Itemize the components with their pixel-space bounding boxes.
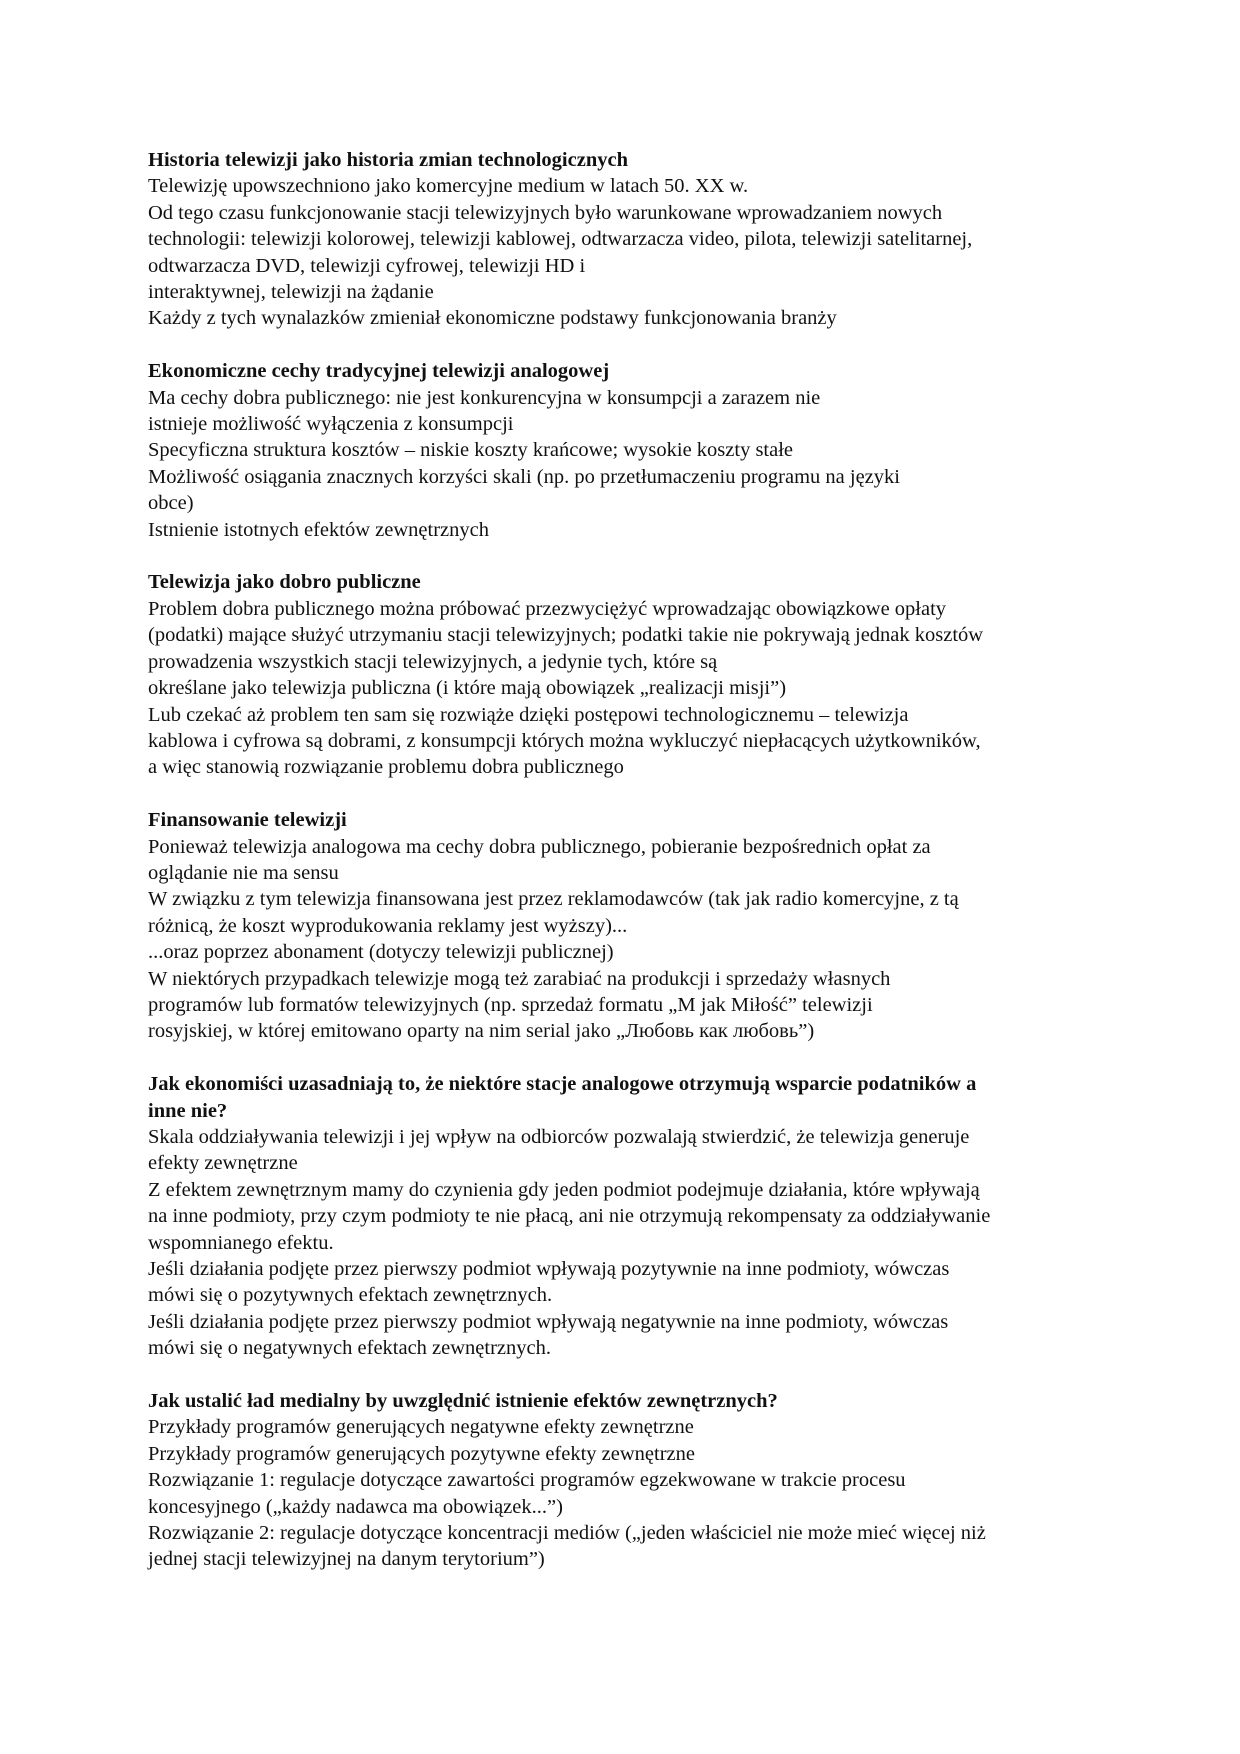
- bullet-item: Każdy z tych wynalazków zmieniał ekonomiczne podstawy funkcjonowania branży: [148, 307, 837, 330]
- section-media-order: [148, 1388, 1098, 1573]
- bullet-item: Specyficzna struktura kosztów – niskie koszty krańcowe; wysokie koszty stałe: [148, 439, 794, 462]
- section-heading: Historia telewizji jako historia zmian technologicznych: [148, 149, 628, 171]
- section-heading: Jak ustalić ład medialny by uwzględnić istnienie efektów zewnętrznych?: [148, 1390, 778, 1413]
- text-line: Przykłady programów generujących negatywne efekty zewnętrzne: [148, 1416, 694, 1439]
- section-economic-features: [148, 358, 1098, 543]
- text-line: Rozwiązanie 1: regulacje dotyczące zawartości programów egzekwowane w trakcie procesu koncesyjnego („każdy nadawca ma obowiązek...”): [148, 1469, 906, 1518]
- section-history: [148, 147, 1098, 332]
- section-public-good: [148, 569, 1098, 780]
- text-line: Rozwiązanie 2: regulacje dotyczące koncentracji mediów („jeden właściciel nie może mieć więcej niż jednej stacji telewizyjnej na danym terytorium”): [148, 1522, 986, 1571]
- bullet-item: Ma cechy dobra publicznego: nie jest konkurencyjna w konsumpcji a zarazem nie istnieje możliwość wyłączenia z konsumpcji: [148, 386, 821, 436]
- section-heading: Jak ekonomiści uzasadniają to, że niektóre stacje analogowe otrzymują wsparcie podatników a inne nie?: [148, 1073, 977, 1122]
- bullet-item: W związku z tym telewizja finansowana jest przez reklamodawców (tak jak radio komercyjne, z tą różnicą, że koszt wyprodukowania reklamy jest wyższy)...: [148, 888, 959, 937]
- section-heading: Telewizja jako dobro publiczne: [148, 571, 421, 594]
- section-financing: [148, 807, 1098, 1045]
- bullet-item: Jeśli działania podjęte przez pierwszy podmiot wpływają pozytywnie na inne podmioty, wówczas mówi się o pozytywnych efektach zewnętrznych.: [148, 1258, 950, 1307]
- bullet-item: Problem dobra publicznego można próbować przezwyciężyć wprowadzając obowiązkowe opłaty (podatki) mające służyć utrzymaniu stacji telewizyjnych; podatki takie nie pokrywają jednak kosztów prowadzenia wszystkich stacji telewizyjnych, a jedynie tych, które są określane jako telewizja publiczna (i które mają obowiązek „realizacji misji”): [148, 597, 984, 700]
- section-heading: Finansowanie telewizji: [148, 809, 347, 832]
- bullet-item: Skala oddziaływania telewizji i jej wpływ na odbiorców pozwalają stwierdzić, że telewizja generuje efekty zewnętrzne: [148, 1125, 970, 1175]
- text-line: Przykłady programów generujących pozytywne efekty zewnętrzne: [148, 1442, 696, 1465]
- bullet-item: Lub czekać aż problem ten sam się rozwiąże dzięki postępowi technologicznemu – telewizja kablowa i cyfrowa są dobrami, z konsumpcji których można wykluczyć niepłacących użytkowników, a więc stanowią rozwiązanie problemu dobra publicznego: [148, 703, 981, 779]
- bullet-item: Ponieważ telewizja analogowa ma cechy dobra publicznego, pobieranie bezpośrednich opłat za oglądanie nie ma sensu: [148, 835, 931, 884]
- section-heading: Ekonomiczne cechy tradycyjnej telewizji analogowej: [148, 360, 610, 383]
- bullet-item: Z efektem zewnętrznym mamy do czynienia gdy jeden podmiot podejmuje działania, które wpływają na inne podmioty, przy czym podmioty te nie płacą, ani nie otrzymują rekompensaty za oddziaływanie wspomnianego efektu.: [148, 1178, 991, 1254]
- bullet-item: W niektórych przypadkach telewizje mogą też zarabiać na produkcji i sprzedaży własnych programów lub formatów telewizyjnych (np. sprzedaż formatu „M jak Miłość” telewizji rosyjskiej, w której emitowano oparty na nim serial jako „Любовь как любовь”): [148, 967, 891, 1043]
- bullet-item: Istnienie istotnych efektów zewnętrznych: [148, 518, 489, 541]
- section-taxpayer-support: [148, 1071, 1098, 1361]
- bullet-item: Od tego czasu funkcjonowanie stacji telewizyjnych było warunkowane wprowadzaniem nowych technologii: telewizji kolorowej, telewizji kablowej, odtwarzacza video, pilota, telewizji satelitarnej, odtwarzacza DVD, telewizji cyfrowej, telewizji HD i interaktywnej, telewizji na żądanie: [148, 201, 973, 304]
- document-page: [148, 147, 1098, 1599]
- bullet-item: Możliwość osiągania znacznych korzyści skali (np. po przetłumaczeniu programu na języki obce): [148, 465, 900, 515]
- bullet-item: Jeśli działania podjęte przez pierwszy podmiot wpływają negatywnie na inne podmioty, wówczas mówi się o negatywnych efektach zewnętrznych.: [148, 1310, 949, 1360]
- bullet-item: Telewizję upowszechniono jako komercyjne medium w latach 50. XX w.: [148, 175, 749, 198]
- bullet-item: ...oraz poprzez abonament (dotyczy telewizji publicznej): [148, 941, 614, 964]
